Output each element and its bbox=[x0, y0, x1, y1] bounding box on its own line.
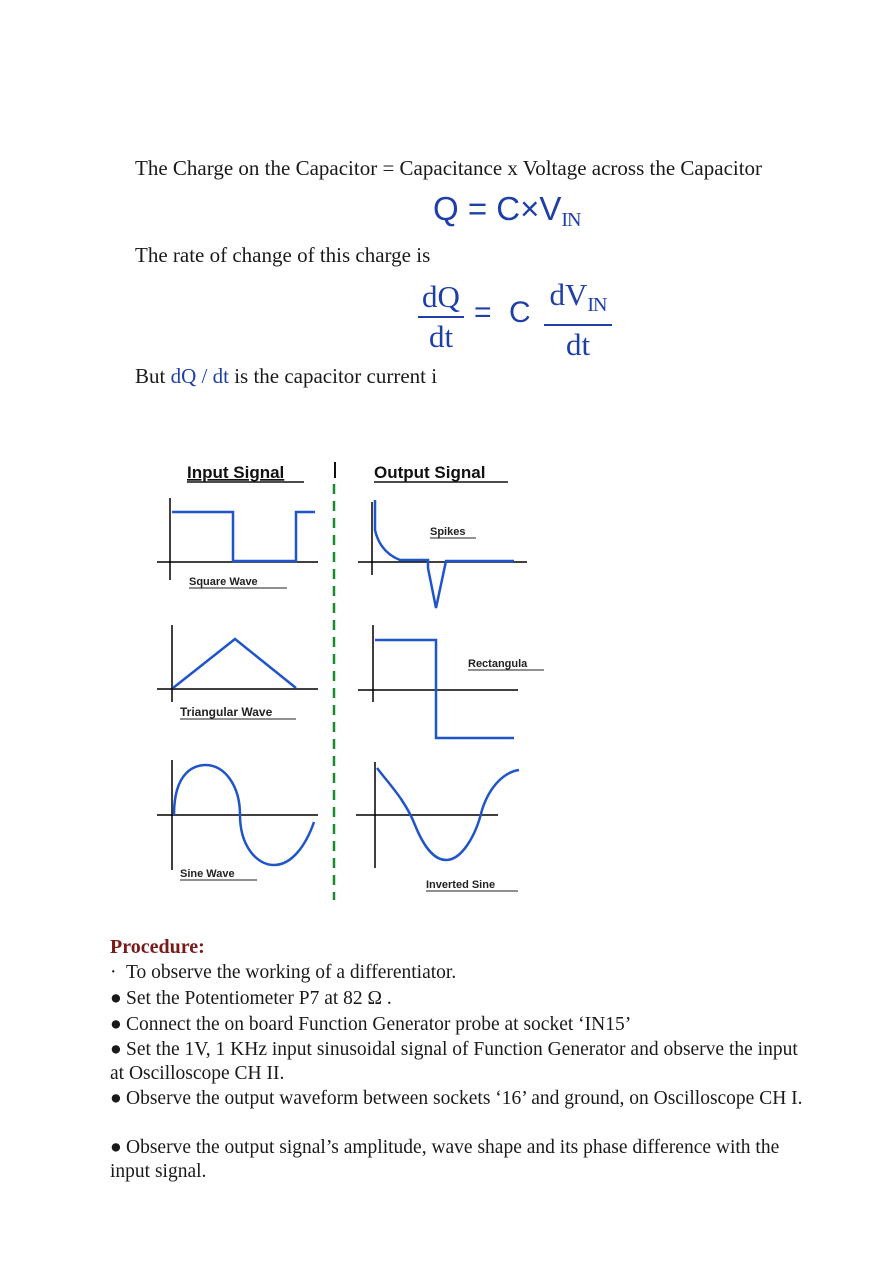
charge-definition-text: The Charge on the Capacitor = Capacitance x Voltage across the Capacitor bbox=[135, 156, 763, 180]
charge-equation bbox=[433, 190, 581, 232]
procedure-item bbox=[110, 1087, 810, 1111]
capacitance-symbol: C bbox=[509, 296, 531, 329]
dt-denominator: dt bbox=[565, 327, 591, 362]
triangular-wave-label: Triangular Wave bbox=[180, 705, 273, 719]
dvin-subscript: IN bbox=[587, 294, 607, 316]
fraction-bar bbox=[544, 324, 612, 326]
current-text-post: is the capacitor current i bbox=[228, 364, 438, 388]
current-text-derivative: dQ / dt bbox=[170, 364, 229, 388]
procedure-item bbox=[110, 1013, 810, 1037]
charge-equation-subscript: IN bbox=[561, 209, 581, 231]
procedure-item bbox=[110, 987, 810, 1011]
spikes-label: Spikes bbox=[430, 526, 466, 538]
charge-equation-main: Q = C×V bbox=[433, 190, 562, 227]
square-wave-label: Square Wave bbox=[189, 576, 258, 588]
input-signal-heading: Input Signal bbox=[187, 463, 285, 482]
dt-denominator: dt bbox=[428, 319, 454, 354]
dvin-numerator bbox=[544, 278, 612, 322]
bullet: ● bbox=[110, 1039, 122, 1060]
equals-sign: = bbox=[474, 296, 492, 329]
procedure-title: Procedure: bbox=[110, 936, 205, 958]
dq-numerator: dQ bbox=[422, 279, 460, 314]
current-text-pre: But bbox=[135, 364, 171, 388]
rectangular-output bbox=[358, 625, 518, 738]
bullet: · bbox=[110, 962, 117, 983]
inverted-sine-label: Inverted Sine bbox=[426, 879, 496, 891]
square-wave-input bbox=[157, 498, 318, 580]
procedure-item bbox=[110, 1136, 810, 1184]
procedure-item-text: Observe the output signal’s amplitude, wave shape and its phase difference with the input signal. bbox=[110, 1137, 780, 1182]
procedure-item bbox=[110, 961, 810, 985]
bullet: ● bbox=[110, 988, 122, 1009]
dq-dt-fraction bbox=[418, 280, 464, 354]
procedure-item-text: Observe the output waveform between sockets ‘16’ and ground, on Oscilloscope CH I. bbox=[126, 1088, 803, 1109]
waveform-diagram bbox=[0, 440, 893, 910]
sine-wave-input bbox=[157, 760, 318, 870]
dvin-dt-fraction bbox=[544, 278, 612, 362]
procedure-item-text: Set the Potentiometer P7 at 82 Ω . bbox=[126, 988, 392, 1009]
inverted-sine-output bbox=[356, 762, 519, 868]
procedure-item bbox=[110, 1038, 810, 1086]
procedure-item-text: Set the 1V, 1 KHz input sinusoidal signal of Function Generator and observe the input at Oscilloscope CH II. bbox=[110, 1039, 798, 1084]
bullet: ● bbox=[110, 1088, 122, 1109]
spikes-output bbox=[358, 500, 527, 608]
fraction-bar bbox=[418, 316, 464, 318]
rate-of-change-text: The rate of change of this charge is bbox=[135, 243, 431, 267]
rectangular-label: Rectangulа bbox=[468, 658, 528, 670]
dv-text: dV bbox=[549, 277, 588, 312]
triangular-wave-input bbox=[157, 625, 318, 702]
sine-wave-label: Sine Wave bbox=[180, 868, 235, 880]
bullet: ● bbox=[110, 1014, 122, 1035]
output-signal-heading: Output Signal bbox=[374, 463, 486, 482]
bullet: ● bbox=[110, 1137, 122, 1158]
current-text bbox=[135, 364, 437, 389]
procedure-item-text: To observe the working of a differentiator. bbox=[126, 962, 457, 983]
procedure-item-text: Connect the on board Function Generator probe at socket ‘IN15’ bbox=[126, 1014, 632, 1035]
